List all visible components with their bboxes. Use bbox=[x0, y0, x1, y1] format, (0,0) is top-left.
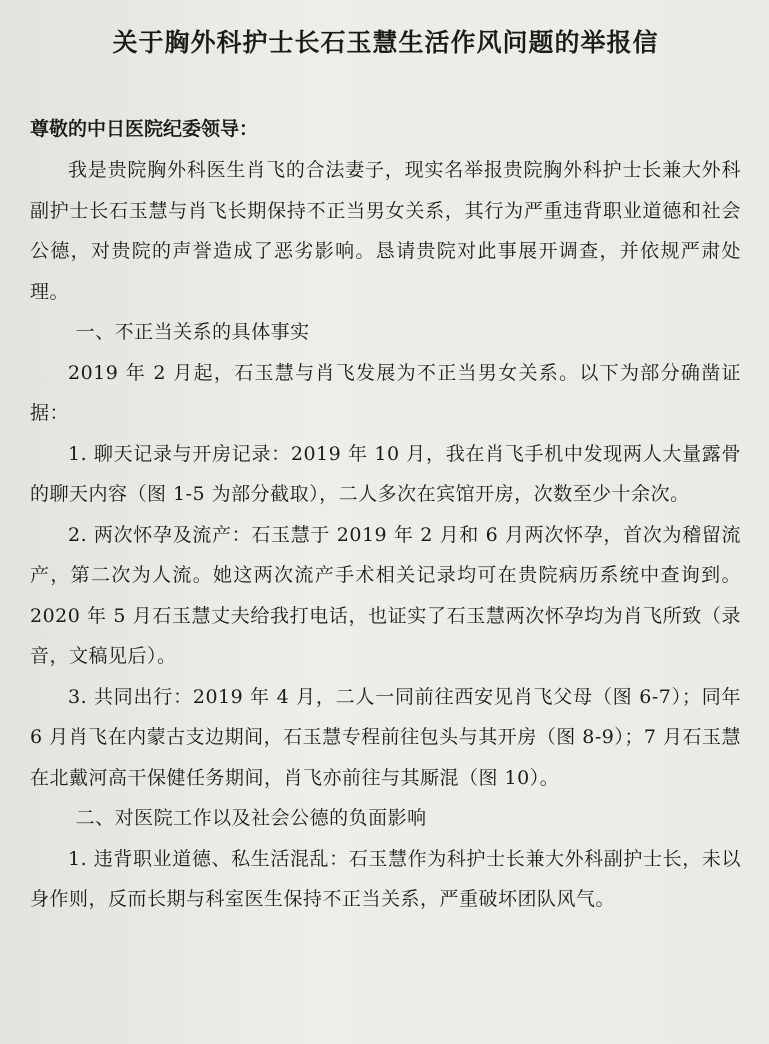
evidence-item-1: 1. 聊天记录与开房记录：2019 年 10 月，我在肖飞手机中发现两人大量露骨的聊天内容（图 1-5 为部分截取），二人多次在宾馆开房，次数至少十余次。 bbox=[30, 442, 741, 505]
salutation: 尊敬的中日医院纪委领导： bbox=[30, 118, 259, 140]
intro-paragraph: 我是贵院胸外科医生肖飞的合法妻子，现实名举报贵院胸外科护士长兼大外科副护士长石玉慧与肖飞长期保持不正当男女关系，其行为严重违背职业道德和社会公德，对贵院的声誉造成了恶劣影响。恳请贵院对此事展开调查，并依规严肃处理。 bbox=[30, 159, 741, 303]
section-1-heading: 一、不正当关系的具体事实 bbox=[75, 321, 310, 343]
letter-title: 关于胸外科护士长石玉慧生活作风问题的举报信 bbox=[112, 28, 659, 57]
section-2-heading: 二、对医院工作以及社会公德的负面影响 bbox=[75, 807, 427, 829]
impact-item-1: 1. 违背职业道德、私生活混乱：石玉慧作为科护士长兼大外科副护士长，未以身作则，反而长期与科室医生保持不正当关系，严重破坏团队风气。 bbox=[30, 847, 741, 910]
evidence-item-2: 2. 两次怀孕及流产：石玉慧于 2019 年 2 月和 6 月两次怀孕，首次为稽留流产，第二次为人流。她这两次流产手术相关记录均可在贵院病历系统中查询到。2020 年 5 月石玉慧丈夫给我打电话，也证实了石玉慧两次怀孕均为肖飞所致（录音，文稿见后）。 bbox=[30, 523, 741, 667]
section-1-intro: 2019 年 2 月起，石玉慧与肖飞发展为不正当男女关系。以下为部分确凿证据： bbox=[30, 361, 741, 424]
evidence-item-3: 3. 共同出行：2019 年 4 月，二人一同前往西安见肖飞父母（图 6-7）；同年 6 月肖飞在内蒙古支边期间，石玉慧专程前往包头与其开房（图 8-9）；7 月石玉慧在北戴河高干保健任务期间，肖飞亦前往与其厮混（图 10）。 bbox=[30, 685, 741, 789]
